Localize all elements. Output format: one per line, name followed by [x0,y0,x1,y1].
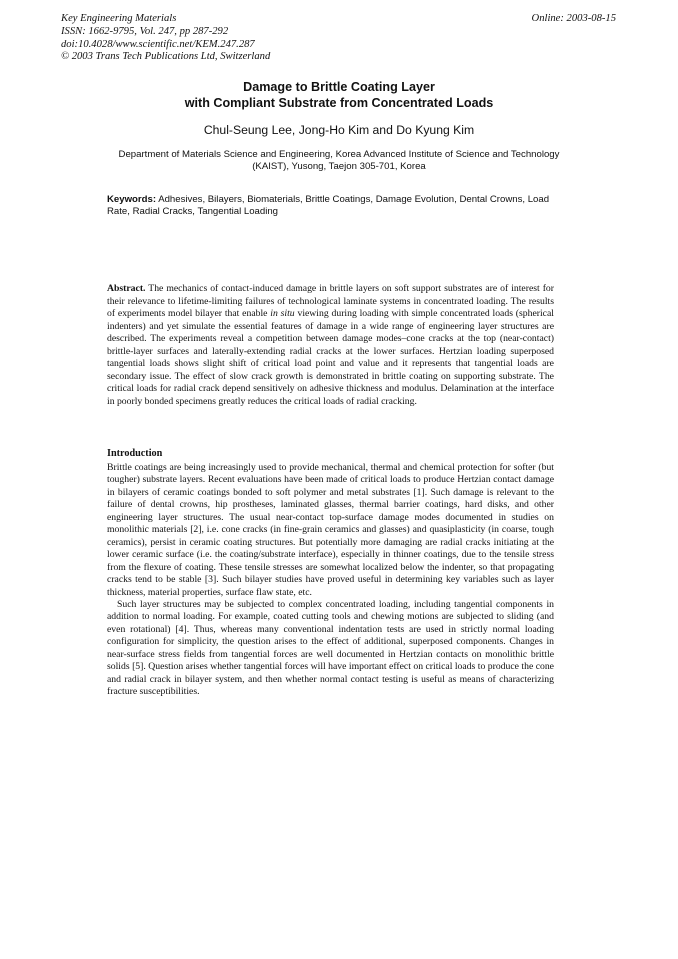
journal-info [61,13,270,64]
journal-name: Key Engineering Materials [61,13,177,24]
introduction-heading: Introduction [107,448,163,459]
abstract-text-part-2: viewing during loading with simple concentrated loads (spherical indenters) and yet simulate the essential features of damage in a wide range of engineering layer structures are described. The experiments reveal a competition between damage modes–cone cracks at the top (near-contact) brittle-layer surfaces and laterally-extending radial cracks at the lower surfaces. Hertzian loading superposed tangential loads shows slight shift of critical load point and value and it represents that tangential loads are secondary issue. The effect of slow crack growth is demonstrated in brittle coating on supporting substrate. The critical loads for radial crack depend sensitively on adhesive thickness and modulus. Delamination at the interface in poorly bonded specimens greatly reduces the critical loads of radial cracking. [107,308,554,407]
journal-doi[interactable]: doi:10.4028/www.scientific.net/KEM.247.287 [61,38,255,50]
introduction-paragraph-2: Such layer structures may be subjected to complex concentrated loading, including tangential components in addition to normal loading. For example, coated cutting tools and chewing motions are subjected to sliding (and even rotational) [4]. Thus, whereas many conventional indentation tests are used in strictly normal loading configuration for simplicity, the question arises to the effect of additional, superposed components. Changes in near-surface stress fields from tangential forces are well documented in Hertzian contacts on monolithic brittle solids [5]. Question arises whether tangential forces will have important effect on critical loads to produce the cone and radial crack in bilayer system, and then whether normal contact testing is useful as means of characterizing fracture susceptibilities. [107,598,554,698]
paper-authors: Chul-Seung Lee, Jong-Ho Kim and Do Kyung Kim [203,123,475,137]
journal-copyright: © 2003 Trans Tech Publications Ltd, Switzerland [61,51,271,63]
paper-title-line-2: with Compliant Substrate from Concentrated Loads [184,95,494,110]
paper-title [0,80,678,111]
abstract-italic-phrase: in situ [270,308,295,319]
paper-affiliation: Department of Materials Science and Engineering, Korea Advanced Institute of Science and Technology (KAIST), Yusong, Taejon 305-701, Korea [118,149,560,173]
paper-title-line-1: Damage to Brittle Coating Layer [243,80,435,94]
introduction-paragraph-1: Brittle coatings are being increasingly used to provide mechanical, thermal and chemical protection for softer (but tougher) substrate layers. Recent evaluations have been made of critical loads to produce Hertzian contact damage in bilayers of ceramic coatings bonded to soft polymer and metal substrates [1]. Such damage is relevant to the failure of dental crowns, hip prostheses, laminated glasses, thermal barrier coatings, hard disks, and other engineering layer structures. The usual near-contact top-surface damage modes documented in studies on monolithic materials [2], i.e. cone cracks (in fine-grain ceramics and glasses) and quasiplasticity (in coarse, tough ceramics), persist in ceramic coating structures. But potentially more damaging are radial cracks initiating at the lower ceramic surface (i.e. the coating/substrate interface), especially in thinner coatings, due to the tensile stress from the flexure of coating. These tensile stresses are somewhat localized below the indenter, so that propagating cracks tend to be stable [3]. Such bilayer studies have proved useful in determining key variables such as layer thickness, material properties, surface flaw state, etc. [107,462,554,598]
journal-issn: ISSN: 1662-9795, Vol. 247, pp 287-292 [61,25,229,37]
online-date: Online: 2003-08-15 [531,13,616,24]
abstract-text-part-1: The mechanics of contact-induced damage in brittle layers on soft support substrates are of interest for their relevance to lifetime-limiting failures of technological laminate systems in concentrated loading. The results of experiments model bilayer that enable [107,283,554,319]
keywords-list: Adhesives, Bilayers, Biomaterials, Brittle Coatings, Damage Evolution, Dental Crowns, Load Rate, Radial Cracks, Tangential Loading [107,194,550,218]
abstract [107,283,554,408]
abstract-label: Abstract. [107,283,146,294]
keywords-label: Keywords: [107,194,157,205]
keywords-block [107,194,562,219]
introduction-body [107,462,554,699]
